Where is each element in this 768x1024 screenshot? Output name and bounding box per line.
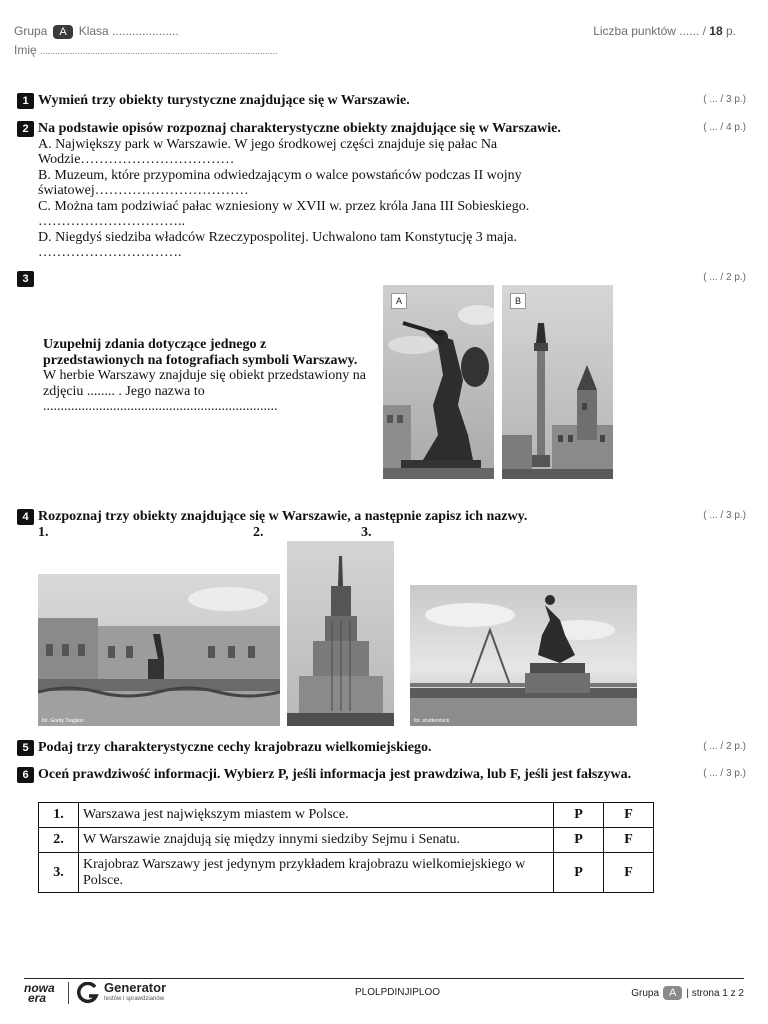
option-false[interactable]: F xyxy=(604,803,654,828)
question-3-number: 3 xyxy=(17,271,34,287)
option-true[interactable]: P xyxy=(554,828,604,853)
question-6-points: ( ... / 3 p.) xyxy=(703,768,746,779)
name-label: Imię xyxy=(14,43,37,57)
photo-1-presidential-palace xyxy=(38,574,280,726)
photo-a-mermaid-statue xyxy=(383,285,494,479)
document-code: PLOLPDINJIPLOO xyxy=(355,987,441,998)
question-4-title: Rozpoznaj trzy obiekty znajdujące się w Warszawie, a następnie zapisz ich nazwy. xyxy=(38,509,528,524)
row-number: 1. xyxy=(39,803,79,828)
palace-image xyxy=(38,574,280,726)
question-5-number: 5 xyxy=(17,740,34,756)
points-total: 18 xyxy=(709,24,723,38)
question-5-title: Podaj trzy charakterystyczne cechy krajobrazu wielkomiejskiego. xyxy=(38,740,432,755)
question-2-item-b: B. Muzeum, które przypomina odwiedzającym o walce powstańców podczas II wojny światowej…………………………… xyxy=(38,167,522,198)
class-label: Klasa xyxy=(78,24,109,38)
photo-b-sigismund-column xyxy=(502,285,613,479)
question-2-item-a: A. Największy park w Warszawie. W jego środkowej części znajduje się pałac Na Wodzie…………………………… xyxy=(38,136,498,167)
question-5-points: ( ... / 2 p.) xyxy=(703,741,746,752)
question-1-points: ( ... / 3 p.) xyxy=(703,94,746,105)
footer-rule xyxy=(24,978,744,979)
photo-2-palace-of-culture xyxy=(287,541,394,726)
option-false[interactable]: F xyxy=(604,853,654,893)
option-false[interactable]: F xyxy=(604,828,654,853)
true-false-table xyxy=(38,802,654,893)
row-number: 2. xyxy=(39,828,79,853)
mermaid-vistula-image xyxy=(410,585,637,726)
option-true[interactable]: P xyxy=(554,803,604,828)
question-1-number: 1 xyxy=(17,93,34,109)
question-3-body: W herbie Warszawy znajduje się obiekt przedstawiony na zdjęciu ........ . Jego nazwa to ................................................................... xyxy=(43,368,366,414)
generator-logo-icon xyxy=(77,982,99,1009)
table-row xyxy=(39,803,654,828)
mermaid-statue-image xyxy=(383,285,494,479)
column-image xyxy=(502,285,613,479)
footer-page-info: Grupa A | strona 1 z 2 xyxy=(631,987,744,999)
row-statement: Krajobraz Warszawy jest jedynym przykładem krajobrazu wielkomiejskiego w Polsce. xyxy=(79,853,554,893)
footer-group-badge: A xyxy=(663,986,682,1000)
row-number: 3. xyxy=(39,853,79,893)
question-2-item-c: C. Można tam podziwiać pałac wzniesiony w XVII w. przez króla Jana III Sobieskiego. ………………………….. xyxy=(38,198,530,229)
points-summary xyxy=(593,24,736,38)
photo-number-1: 1. xyxy=(38,525,49,540)
group-label: Grupa xyxy=(14,24,48,38)
question-3-points: ( ... / 2 p.) xyxy=(703,272,746,283)
palace-of-culture-image xyxy=(287,541,394,726)
question-6-title: Oceń prawdziwość informacji. Wybierz P, jeśli informacja jest prawdziwa, lub F, jeśli jest fałszywa. xyxy=(38,767,632,782)
nowa-era-logo: nowa era xyxy=(24,981,55,1005)
question-2-block xyxy=(38,121,561,261)
photo-b-label: B xyxy=(510,293,526,309)
group-badge: A xyxy=(53,25,72,39)
question-2-title: Na podstawie opisów rozpoznaj charakterystyczne obiekty znajdujące się w Warszawie. xyxy=(38,121,561,136)
photo-a-label: A xyxy=(391,293,407,309)
points-unit: p. xyxy=(725,24,736,38)
question-4-points: ( ... / 3 p.) xyxy=(703,510,746,521)
header-group-line xyxy=(14,24,179,39)
photo-1-credit: fot. Gordy Tsagkos xyxy=(42,718,84,724)
question-6-number: 6 xyxy=(17,767,34,783)
question-3-block xyxy=(43,337,368,415)
table-row xyxy=(39,828,654,853)
header-name-line xyxy=(14,43,278,57)
question-4-number: 4 xyxy=(17,509,34,525)
row-statement: W Warszawie znajdują się między innymi siedziby Sejmu i Senatu. xyxy=(79,828,554,853)
footer-divider xyxy=(68,982,69,1004)
row-statement: Warszawa jest największym miastem w Polsce. xyxy=(79,803,554,828)
question-3-title: Uzupełnij zdania dotyczące jednego z przedstawionych na fotografiach symboli Warszawy. xyxy=(43,337,358,368)
question-2-points: ( ... / 4 p.) xyxy=(703,122,746,133)
photo-3-credit: fot. shutterstock xyxy=(414,718,450,724)
question-2-item-d: D. Niegdyś siedziba władców Rzeczypospolitej. Uchwalono tam Konstytucję 3 maja. …………………………. xyxy=(38,229,517,260)
points-label: Liczba punktów ...... / xyxy=(593,24,706,38)
table-row xyxy=(39,853,654,893)
option-true[interactable]: P xyxy=(554,853,604,893)
generator-logo: Generator testów i sprawdzianów xyxy=(104,980,167,1002)
question-1-title: Wymień trzy obiekty turystyczne znajdujące się w Warszawie. xyxy=(38,93,410,108)
photo-number-3: 3. xyxy=(361,525,372,540)
photo-3-mermaid-vistula xyxy=(410,585,637,726)
name-dots: ............................................................................................... xyxy=(40,46,278,56)
question-2-number: 2 xyxy=(17,121,34,137)
photo-number-2: 2. xyxy=(253,525,264,540)
class-dots: .................... xyxy=(112,24,179,38)
